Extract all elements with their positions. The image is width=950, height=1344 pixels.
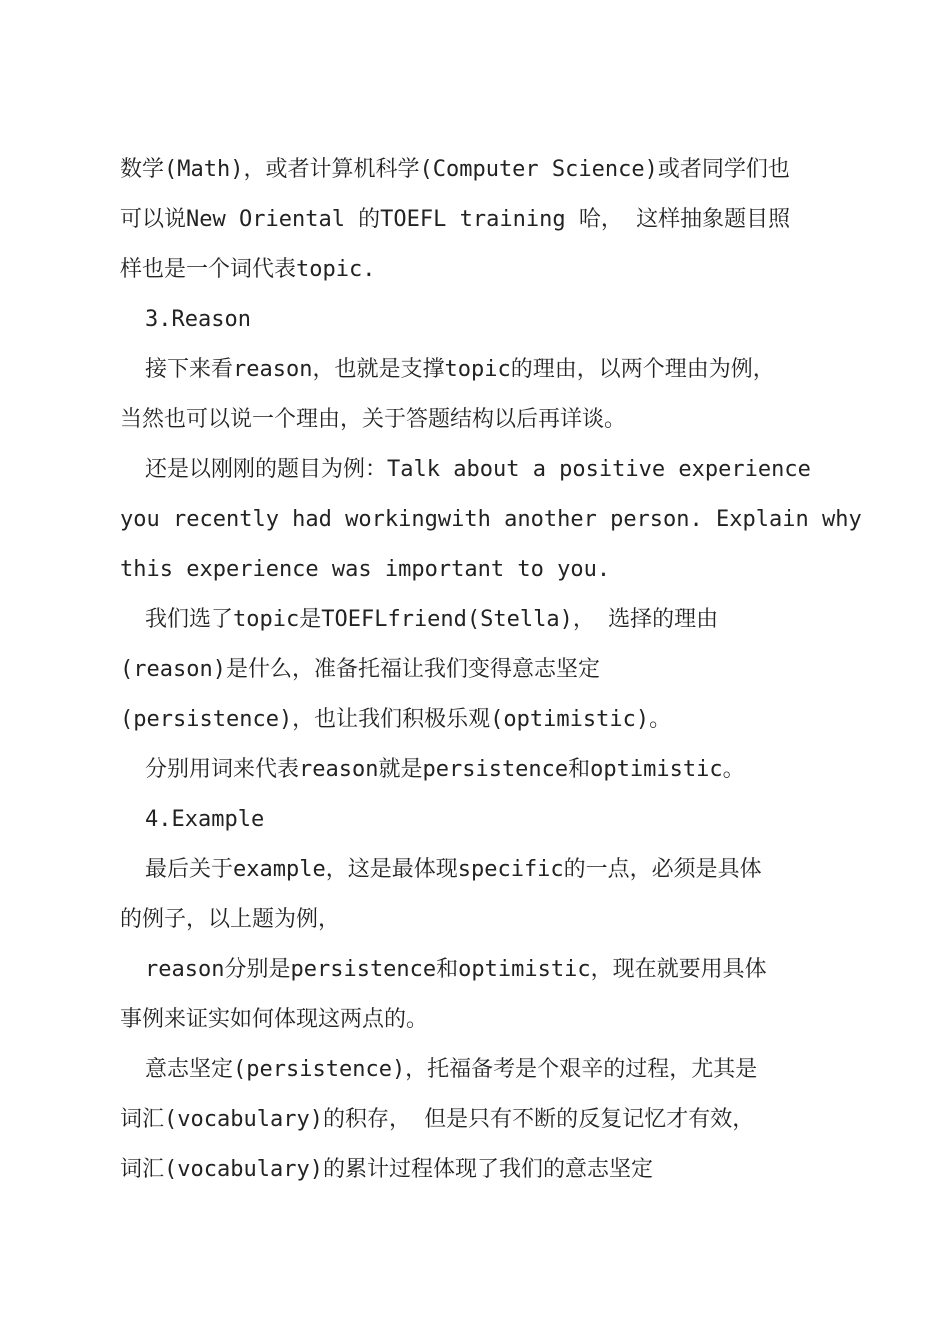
text-line: you recently had workingwith another person. Explain why	[120, 507, 862, 532]
section-heading-reason: 3.Reason	[145, 307, 251, 332]
text-line: 我们选了topic是TOEFLfriend(Stella)， 选择的理由	[145, 607, 719, 632]
text-line: (persistence)，也让我们积极乐观(optimistic)。	[120, 707, 672, 732]
text-line: 的例子，以上题为例，	[120, 907, 341, 932]
text-line: 分别用词来代表reason就是persistence和optimistic。	[145, 757, 745, 782]
text-line: this experience was important to you.	[120, 557, 611, 582]
text-line: 当然也可以说一个理由，关于答题结构以后再详谈。	[120, 407, 627, 432]
text-line: 最后关于example，这是最体现specific的一点，必须是具体	[145, 857, 762, 882]
section-heading-example: 4.Example	[145, 807, 265, 832]
document-body	[120, 145, 862, 1195]
text-line: 数学(Math)，或者计算机科学(Computer Science)或者同学们也	[120, 157, 790, 182]
text-line: 事例来证实如何体现这两点的。	[120, 1007, 429, 1032]
text-line: 还是以刚刚的题目为例：Talk about a positive experience	[145, 457, 811, 482]
text-line: 可以说New Oriental 的TOEFL training 哈， 这样抽象题目照	[120, 207, 791, 232]
text-line: 词汇(vocabulary)的积存， 但是只有不断的反复记忆才有效，	[120, 1107, 755, 1132]
text-line: reason分别是persistence和optimistic，现在就要用具体	[145, 957, 767, 982]
text-line: 接下来看reason，也就是支撑topic的理由，以两个理由为例，	[145, 357, 775, 382]
text-line: 意志坚定(persistence)，托福备考是个艰辛的过程，尤其是	[145, 1057, 758, 1082]
text-line: 样也是一个词代表topic.	[120, 257, 376, 282]
text-line: (reason)是什么，准备托福让我们变得意志坚定	[120, 657, 600, 682]
text-line: 词汇(vocabulary)的累计过程体现了我们的意志坚定	[120, 1157, 653, 1182]
